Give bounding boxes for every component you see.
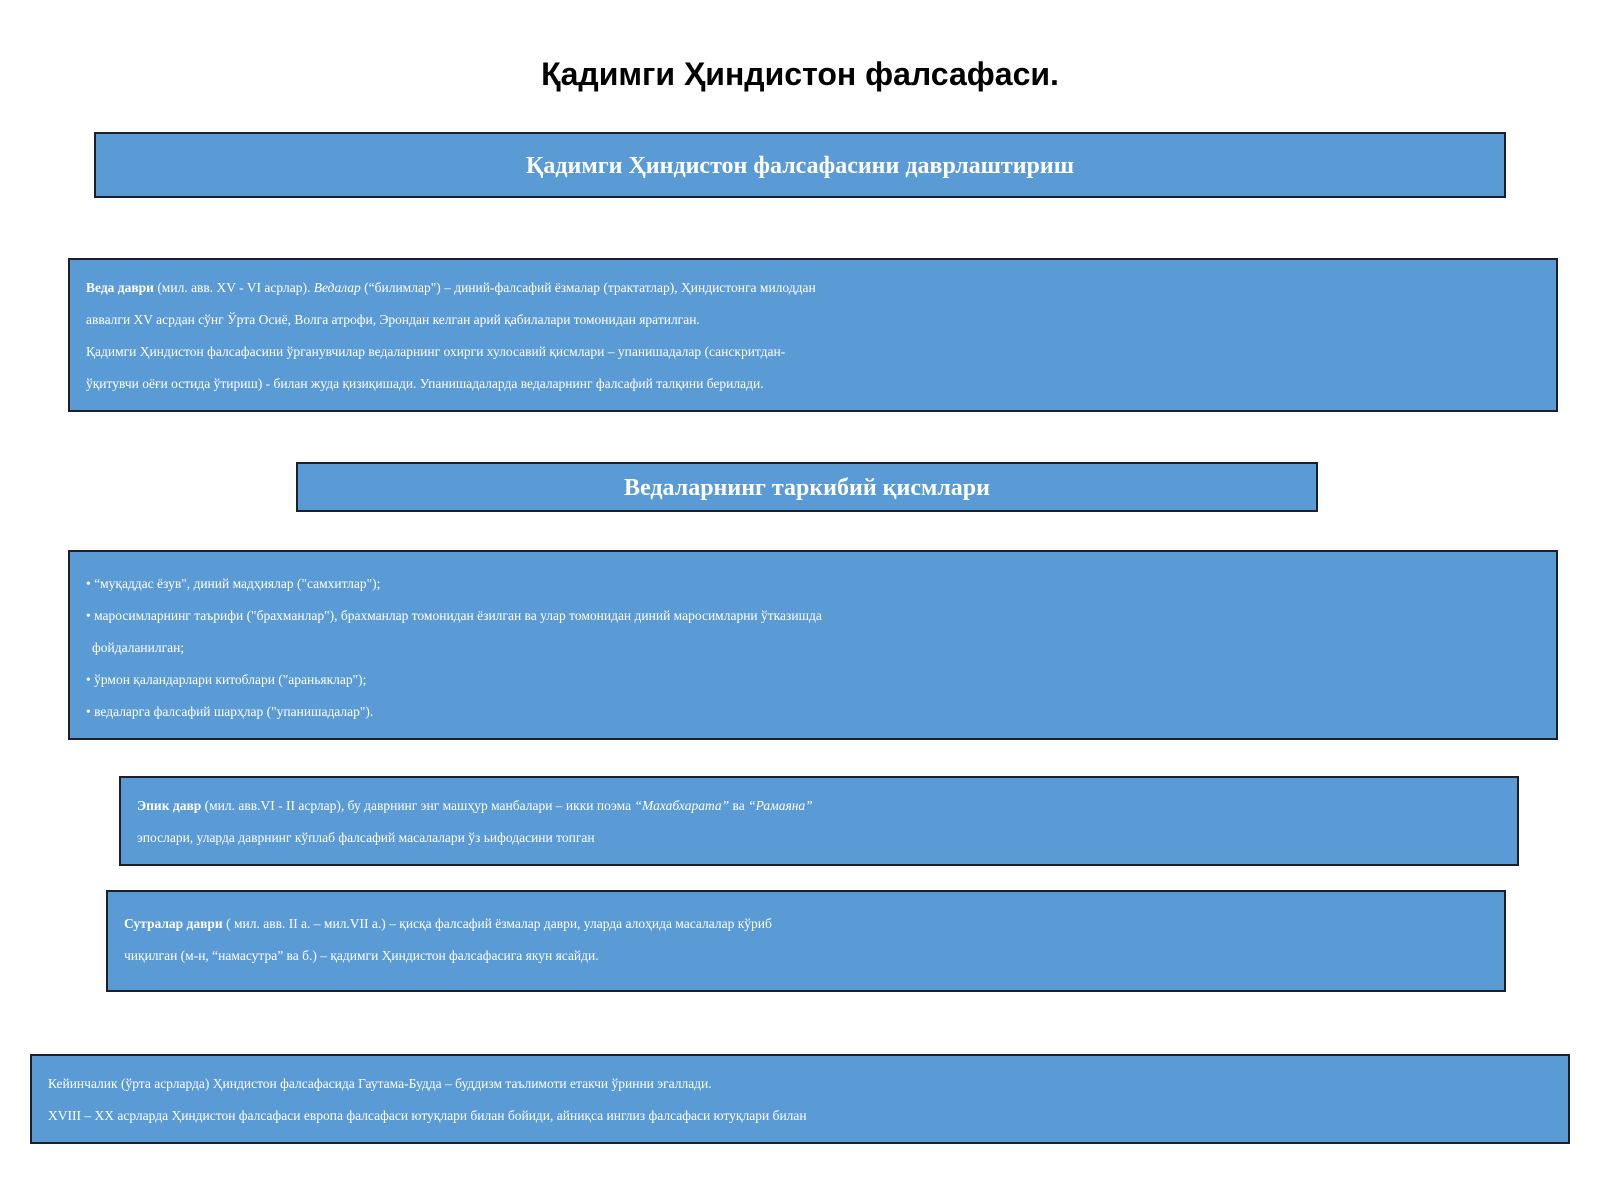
sutra-period-text: ( мил. авв. II а. – мил.VII а.) – қисқа фалсафий ёзмалар даври, уларда алоҳида масалалар кўриб: [222, 916, 772, 931]
epic-line-1: [137, 790, 1517, 822]
list-item: • маросимларнинг таърифи ("брахманлар"), брахманлар томонидан ёзилган ва улар томонидан диний маросимларни ўтказишда: [86, 608, 822, 623]
vedas-term: Ведалар: [313, 280, 361, 295]
vedas-definition: (“билимлар") – диний-фалсафий ёзмалар (трактатлар), Ҳиндистонга милоддан: [360, 280, 816, 295]
components-header-label: Ведаларнинг таркибий қисмлари: [624, 475, 990, 501]
and-text: ва: [729, 798, 749, 813]
epic-period-term: Эпик давр: [137, 798, 202, 813]
veda-line-4: ўқитувчи оёғи остида ўтириш) - билан жуда қизиқишади. Упанишадаларда ведаларнинг фалсафий талқини берилади.: [86, 376, 764, 391]
sutra-period-box: [106, 890, 1506, 992]
components-list-box: [68, 550, 1558, 740]
list-item-continuation: фойдаланилган;: [92, 640, 185, 655]
components-header-box: [296, 462, 1318, 512]
later-period-box: [30, 1054, 1570, 1144]
veda-line-1: [86, 272, 1556, 304]
epic-period-box: [119, 776, 1519, 866]
sutra-period-term: Сутралар даври: [124, 916, 223, 931]
later-line-2: XVIII – XX асрларда Ҳиндистон фалсафаси европа фалсафаси ютуқлари билан бойиди, айниқса инглиз фалсафаси ютуқлари билан: [48, 1108, 807, 1123]
veda-period-term: Веда даври: [86, 280, 154, 295]
mahabharata-title: “Махабхарата”: [634, 798, 730, 813]
veda-line-3: Қадимги Ҳиндистон фалсафасини ўрганувчилар ведаларнинг охирги хулосавий қисмлари – упанишадалар (санскритдан-: [86, 344, 786, 359]
epic-line-2: эпослари, уларда даврнинг кўплаб фалсафий масалалари ўз ьифодасини топган: [137, 830, 595, 845]
periodization-header-box: [94, 132, 1506, 198]
sutra-line-1: [124, 908, 1504, 940]
later-line-1: Кейинчалик (ўрта асрларда) Ҳиндистон фалсафасида Гаутама-Будда – буддизм таълимоти етакчи ўринни эгаллади.: [48, 1076, 712, 1091]
sutra-line-2: чиқилган (м-н, “намасутра” ва б.) – қадимги Ҳиндистон фалсафасига якун ясайди.: [124, 948, 599, 963]
ramayana-title: “Рамаяна”: [748, 798, 813, 813]
list-item: • ведаларга фалсафий шарҳлар ("упанишадалар").: [86, 704, 374, 719]
list-item: • “муқаддас ёзув", диний мадҳиялар ("самхитлар");: [86, 576, 381, 591]
veda-line-2: аввалги XV асрдан сўнг Ўрта Осиё, Волга атрофи, Эрондан келган арий қабилалари томонидан яратилган.: [86, 312, 700, 327]
page-title: Қадимги Ҳиндистон фалсафаси.: [541, 56, 1059, 92]
periodization-header-label: Қадимги Ҳиндистон фалсафасини даврлаштириш: [526, 153, 1074, 179]
list-item: • ўрмон қаландарлари китоблари ("араньяклар");: [86, 672, 367, 687]
veda-period-box: [68, 258, 1558, 412]
epic-period-text: (мил. авв.VI - II асрлар), бу даврнинг энг машҳур манбалари – икки поэма: [201, 798, 635, 813]
veda-period-dates: (мил. авв. XV - VI асрлар).: [153, 280, 314, 295]
